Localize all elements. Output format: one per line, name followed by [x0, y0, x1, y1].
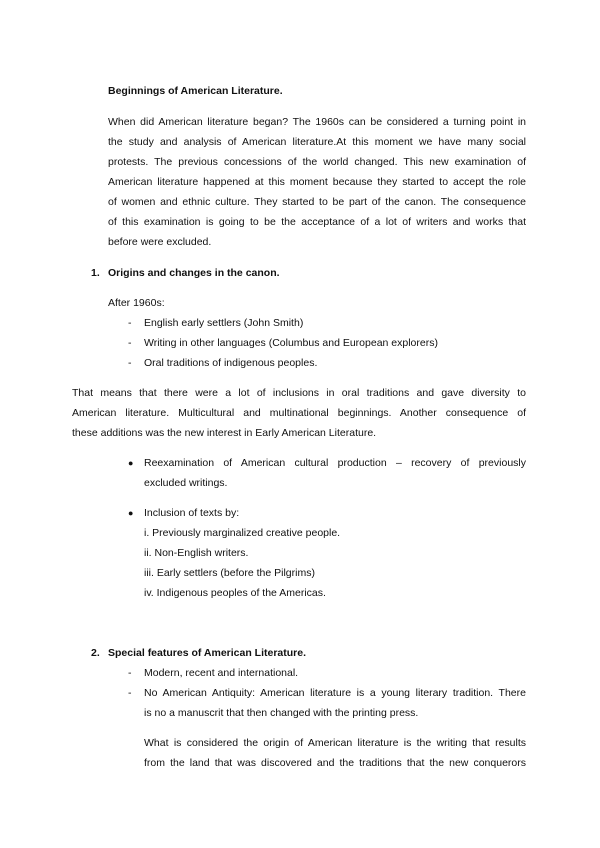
sub-list-item: i. Previously marginalized creative people.: [144, 527, 341, 539]
intro-line: of women and ethnic culture. They started to be part of the canon. The consequence: [108, 196, 526, 208]
dash-marker: -: [128, 317, 132, 329]
dash-list-item: Modern, recent and international.: [144, 667, 299, 679]
section-1-paragraph-line: That means that there were a lot of inclusions in oral traditions and gave diversity to: [72, 387, 526, 399]
intro-line: before were excluded.: [108, 236, 212, 248]
bullet-marker: ●: [128, 508, 134, 518]
bullet-item-line: excluded writings.: [144, 477, 228, 489]
intro-line: When did American literature began? The 1960s can be considered a turning point in: [108, 116, 526, 128]
intro-line: the study and analysis of American literature.At this moment we have many social: [108, 136, 526, 148]
section-1-paragraph-line: these additions was the new interest in Early American Literature.: [72, 427, 377, 439]
intro-line: American literature happened at this moment because they started to accept the role: [108, 176, 526, 188]
after-1960s-label: After 1960s:: [108, 297, 165, 309]
bullet-item-label: Inclusion of texts by:: [144, 507, 240, 519]
intro-line: protests. The previous concessions of the world changed. This new examination of: [108, 156, 526, 168]
dash-list-item-line: is no a manuscrit that then changed with the printing press.: [144, 707, 419, 719]
dash-marker: -: [128, 667, 132, 679]
bullet-item-line: Reexamination of American cultural production – recovery of previously: [144, 457, 526, 469]
dash-list-item: Oral traditions of indigenous peoples.: [144, 357, 318, 369]
section-1-heading: Origins and changes in the canon.: [108, 267, 280, 279]
section-1-paragraph-line: American literature. Multicultural and multinational beginnings. Another consequence of: [72, 407, 526, 419]
dash-marker: -: [128, 687, 132, 699]
sub-list-item: iii. Early settlers (before the Pilgrims): [144, 567, 315, 579]
dash-list-item: Writing in other languages (Columbus and European explorers): [144, 337, 438, 349]
section-2-heading: Special features of American Literature.: [108, 647, 307, 659]
sub-list-item: ii. Non-English writers.: [144, 547, 249, 559]
intro-line: of this examination is going to be the acceptance of a lot of writers and works that: [108, 216, 526, 228]
dash-list-item: English early settlers (John Smith): [144, 317, 304, 329]
document-title: Beginnings of American Literature.: [108, 85, 283, 97]
section-2-number: 2.: [91, 647, 100, 659]
continued-paragraph-line: from the land that was discovered and the traditions that the new conquerors: [144, 757, 526, 769]
section-1-number: 1.: [91, 267, 100, 279]
dash-marker: -: [128, 337, 132, 349]
continued-paragraph-line: What is considered the origin of American literature is the writing that results: [144, 737, 526, 749]
dash-list-item-line: No American Antiquity: American literature is a young literary tradition. There: [144, 687, 526, 699]
bullet-marker: ●: [128, 458, 134, 468]
sub-list-item: iv. Indigenous peoples of the Americas.: [144, 587, 326, 599]
dash-marker: -: [128, 357, 132, 369]
